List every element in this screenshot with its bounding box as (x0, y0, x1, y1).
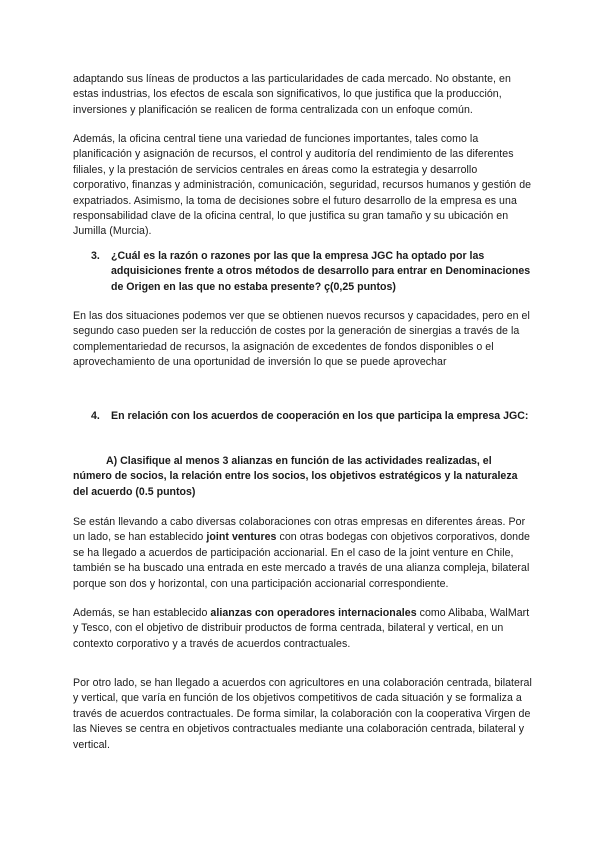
international-operators-pre: Además, se han establecido (73, 607, 211, 619)
joint-ventures-pre: Se están llevando a cabo diversas colaboraciones con otras empresas en diferentes áreas. Por un lado, se han establecido (73, 516, 526, 544)
question-4a-text: A) Clasifique al menos 3 alianzas en función de las actividades realizadas, el número de socios, la relación entre los socios, los objetivos estratégicos y la naturaleza del acuerdo (0.5 puntos) (73, 455, 518, 498)
paragraph-international-operators (73, 606, 533, 652)
paragraph-answer-3: En las dos situaciones podemos ver que se obtienen nuevos recursos y capacidades, pero en el segundo caso pueden ser la reducción de costes por la generación de sinergias a través de la complementariedad de recursos, la asignación de excedentes de fondos disponibles o el aprovechamiento de una oportunidad de inversión lo que se puede aprovechar (73, 310, 530, 369)
question-4-number: 4. (91, 410, 100, 422)
paragraph-joint-ventures (73, 515, 533, 592)
question-3-number: 3. (91, 250, 100, 262)
joint-ventures-post: con otras bodegas con objetivos corporativos, donde se ha llegado a acuerdos de participación accionarial. En el caso de la joint venture en Chile, también se ha buscado una entrada en este mercado a través de una alianza compleja, bilateral porque son dos y horizontal, con una participación accionarial correspondiente. (73, 531, 530, 590)
joint-ventures-bold: joint ventures (206, 531, 277, 544)
paragraph-central-office: Además, la oficina central tiene una variedad de funciones importantes, tales como la planificación y asignación de recursos, el control y auditoría del rendimiento de las diferentes filiales, y la prestación de servicios centrales en áreas como la estrategia y desarrollo corporativo, finanzas y administración, comunicación, seguridad, recursos humanos y gestión de expatriados. Asimismo, la toma de decisiones sobre el futuro desarrollo de la empresa es una responsabilidad clave de la oficina central, lo que justifica su gran tamaño y su ubicación en Jumilla (Murcia). (73, 133, 532, 238)
international-operators-post: como Alibaba, WalMart y Tesco, con el objetivo de distribuir productos de forma centrada, bilateral y vertical, en un contexto corporativo y a través de acuerdos contractuales. (73, 607, 530, 650)
international-operators-bold: alianzas con operadores internacionales (210, 607, 417, 619)
paragraph-production-centralized: adaptando sus líneas de productos a las particularidades de cada mercado. No obstante, en estas industrias, los efectos de escala son significativos, lo que justifica que la producción, inversiones y planificación se realicen de forma centralizada con un enfoque común. (73, 73, 511, 116)
paragraph-farmers-cooperative: Por otro lado, se han llegado a acuerdos con agricultores en una colaboración centrada, bilateral y vertical, que varía en función de los objetivos competitivos de cada situación y se formaliza a través de acuerdos contractuales. De forma similar, la colaboración con la cooperativa Virgen de las Nieves se centra en objetivos contractuales mediante una colaboración centrada, bilateral y vertical. (73, 677, 532, 751)
question-4-text: En relación con los acuerdos de cooperación en los que participa la empresa JGC: (111, 410, 529, 422)
question-3-text: ¿Cuál es la razón o razones por las que la empresa JGC ha optado por las adquisiciones frente a otros métodos de desarrollo para entrar en Denominaciones de Origen en las que no estaba presente? ç(0,25 puntos) (111, 250, 531, 293)
